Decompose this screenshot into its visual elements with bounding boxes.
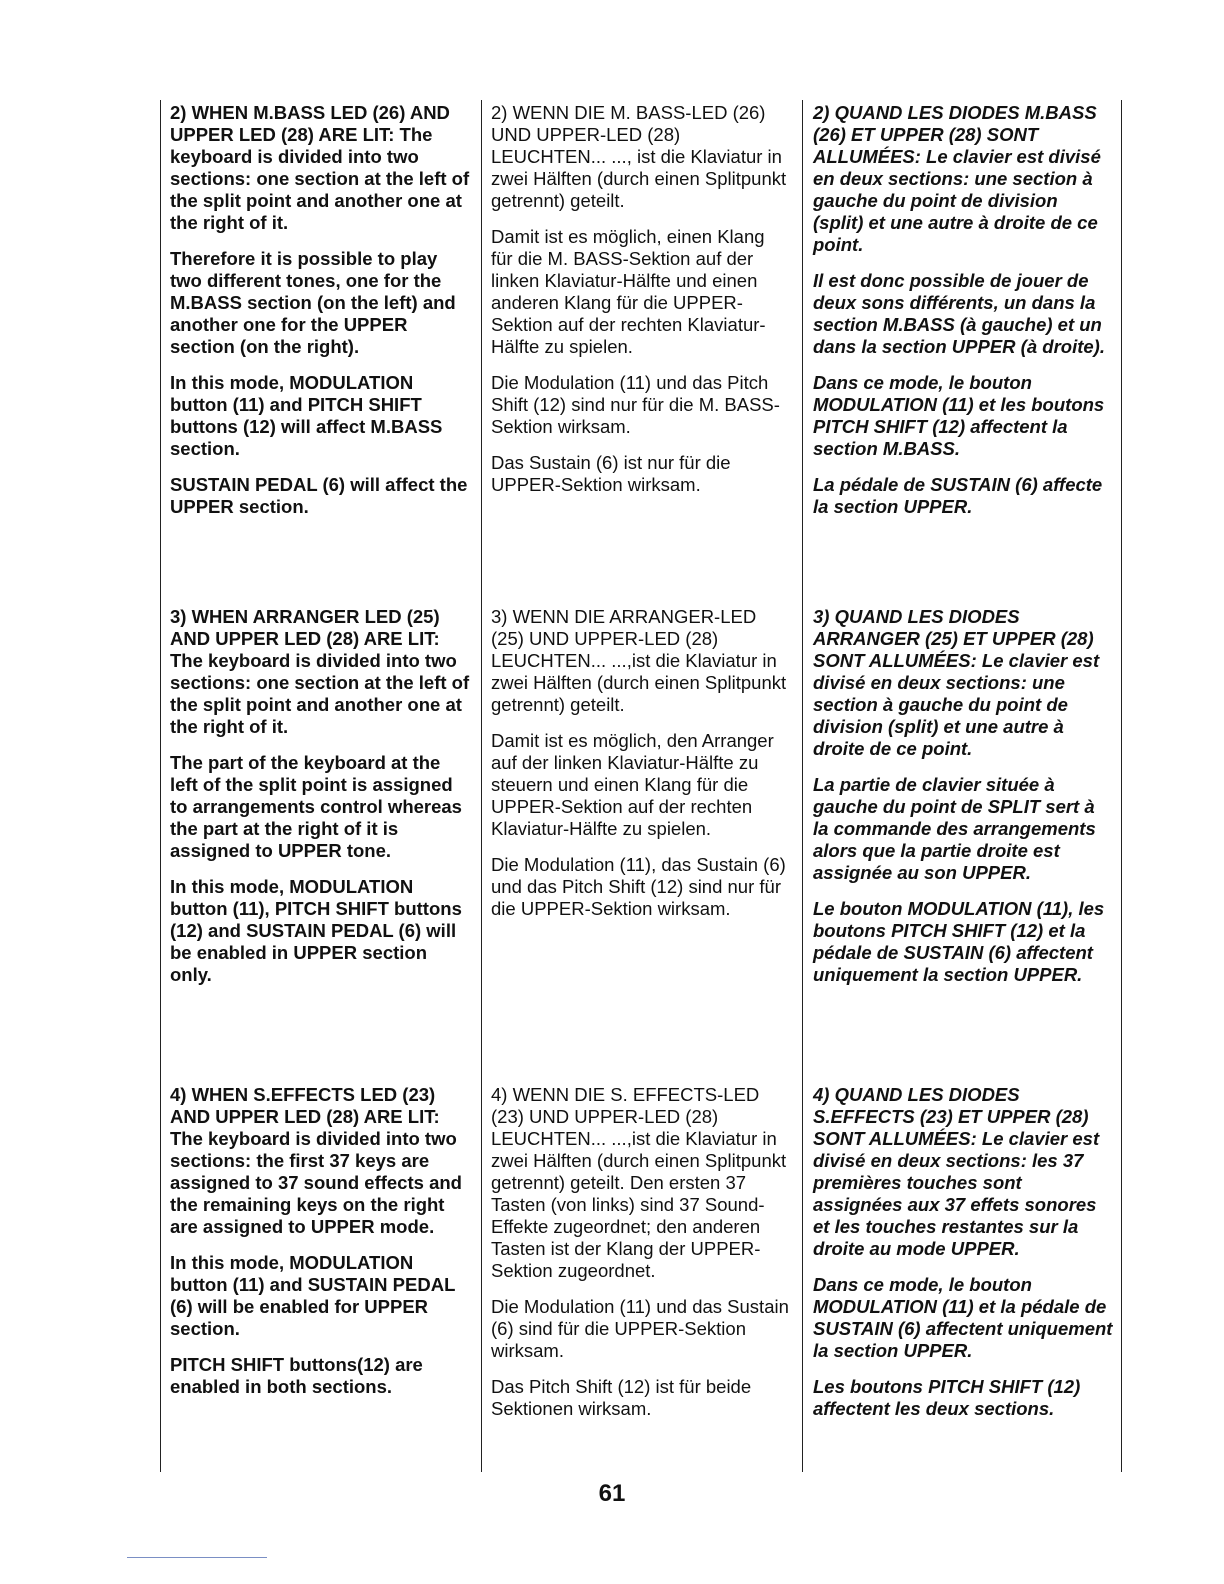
paragraph: Das Pitch Shift (12) ist für beide Sektionen wirksam. — [491, 1376, 752, 1419]
paragraph: SUSTAIN PEDAL (6) will affect the UPPER section. — [170, 474, 468, 517]
section-4-german — [491, 1084, 791, 1434]
column-divider-left — [160, 100, 161, 1472]
paragraph: 3) WHEN ARRANGER LED (25) AND UPPER LED (28) ARE LIT: The keyboard is divided into two sections: one section at the left of the split point and another one at the right of it. — [170, 606, 470, 737]
paragraph: Die Modulation (11) und das Sustain (6) sind für die UPPER-Sektion wirksam. — [491, 1296, 789, 1361]
paragraph: PITCH SHIFT buttons(12) are enabled in both sections. — [170, 1354, 423, 1397]
paragraph: 2) WHEN M.BASS LED (26) AND UPPER LED (28) ARE LIT: The keyboard is divided into two sections: one section at the left of the split point and another one at the right of it. — [170, 102, 470, 233]
section-2-english — [170, 102, 470, 532]
paragraph: Le bouton MODULATION (11), les boutons PITCH SHIFT (12) et la pédale de SUSTAIN (6) affectent uniquement la section UPPER. — [813, 898, 1105, 985]
paragraph: Therefore it is possible to play two different tones, one for the M.BASS section (on the left) and another one for the UPPER section (on the right). — [170, 248, 456, 357]
paragraph: 3) WENN DIE ARRANGER-LED (25) UND UPPER-LED (28) LEUCHTEN... ...,ist die Klaviatur in zwei Hälften (durch einen Splitpunkt getrennt) geteilt. — [491, 606, 787, 715]
paragraph: In this mode, MODULATION button (11), PITCH SHIFT buttons (12) and SUSTAIN PEDAL (6) will be enabled in UPPER section only. — [170, 876, 462, 985]
column-divider-right — [1121, 100, 1122, 1472]
paragraph: Dans ce mode, le bouton MODULATION (11) et la pédale de SUSTAIN (6) affectent uniquement la section UPPER. — [813, 1274, 1113, 1361]
footer-rule — [127, 1557, 267, 1558]
paragraph: Die Modulation (11), das Sustain (6) und das Pitch Shift (12) sind nur für die UPPER-Sektion wirksam. — [491, 854, 786, 919]
page-number: 61 — [598, 1480, 626, 1507]
section-3-english — [170, 606, 470, 1000]
paragraph: Das Sustain (6) ist nur für die UPPER-Sektion wirksam. — [491, 452, 731, 495]
paragraph: Dans ce mode, le bouton MODULATION (11) et les boutons PITCH SHIFT (12) affectent la section M.BASS. — [813, 372, 1105, 459]
paragraph: 2) WENN DIE M. BASS-LED (26) UND UPPER-LED (28) LEUCHTEN... ..., ist die Klaviatur in zwei Hälften (durch einen Splitpunkt getrennt) geteilt. — [491, 102, 787, 211]
paragraph: Les boutons PITCH SHIFT (12) affectent les deux sections. — [813, 1376, 1081, 1419]
column-divider-middle-left — [481, 100, 482, 1472]
paragraph: La pédale de SUSTAIN (6) affecte la section UPPER. — [813, 474, 1103, 517]
section-2-german — [491, 102, 791, 510]
paragraph: 3) QUAND LES DIODES ARRANGER (25) ET UPPER (28) SONT ALLUMÉES: Le clavier est divisé en deux sections: une section à gauche du point de division (split) et une autre à droite de ce point. — [813, 606, 1100, 759]
paragraph: The part of the keyboard at the left of the split point is assigned to arrangements control whereas the part at the right of it is assigned to UPPER tone. — [170, 752, 462, 861]
paragraph: 4) WHEN S.EFFECTS LED (23) AND UPPER LED (28) ARE LIT: The keyboard is divided into two sections: the first 37 keys are assigned to 37 sound effects and the remaining keys on the right are assigned to UPPER mode. — [170, 1084, 462, 1237]
paragraph: In this mode, MODULATION button (11) and SUSTAIN PEDAL (6) will be enabled for UPPER section. — [170, 1252, 456, 1339]
paragraph: Damit ist es möglich, den Arranger auf der linken Klaviatur-Hälfte zu steuern und einen Klang für die UPPER-Sektion auf der rechten Klaviatur-Hälfte zu spielen. — [491, 730, 774, 839]
paragraph: In this mode, MODULATION button (11) and PITCH SHIFT buttons (12) will affect M.BASS section. — [170, 372, 443, 459]
paragraph: Die Modulation (11) und das Pitch Shift (12) sind nur für die M. BASS-Sektion wirksam. — [491, 372, 780, 437]
section-2-french — [813, 102, 1113, 532]
paragraph: Il est donc possible de jouer de deux sons différents, un dans la section M.BASS (à gauche) et un dans la section UPPER (à droite). — [813, 270, 1105, 357]
paragraph: La partie de clavier située à gauche du point de SPLIT sert à la commande des arrangements alors que la partie droite est assignée au son UPPER. — [813, 774, 1096, 883]
paragraph: Damit ist es möglich, einen Klang für die M. BASS-Sektion auf der linken Klaviatur-Hälfte und einen anderen Klang für die UPPER-Sektion auf der rechten Klaviatur-Hälfte zu spielen. — [491, 226, 766, 357]
section-3-german — [491, 606, 791, 934]
paragraph: 2) QUAND LES DIODES M.BASS (26) ET UPPER (28) SONT ALLUMÉES: Le clavier est divisé en deux sections: une section à gauche du point de division (split) et une autre à droite de ce point. — [813, 102, 1101, 255]
column-divider-middle-right — [802, 100, 803, 1472]
paragraph: 4) WENN DIE S. EFFECTS-LED (23) UND UPPER-LED (28) LEUCHTEN... ...,ist die Klaviatur in zwei Hälften (durch einen Splitpunkt getrennt) geteilt. Den ersten 37 Tasten (von links) sind 37 Sound-Effekte zugeordnet; den anderen Tasten ist der Klang der UPPER-Sektion zugeordnet. — [491, 1084, 787, 1281]
section-4-english — [170, 1084, 470, 1412]
section-3-french — [813, 606, 1113, 1000]
section-4-french — [813, 1084, 1113, 1434]
paragraph: 4) QUAND LES DIODES S.EFFECTS (23) ET UPPER (28) SONT ALLUMÉES: Le clavier est divisé en deux sections: les 37 premières touches sont assignées aux 37 effets sonores et les touches restantes sur la droite au mode UPPER. — [813, 1084, 1100, 1259]
